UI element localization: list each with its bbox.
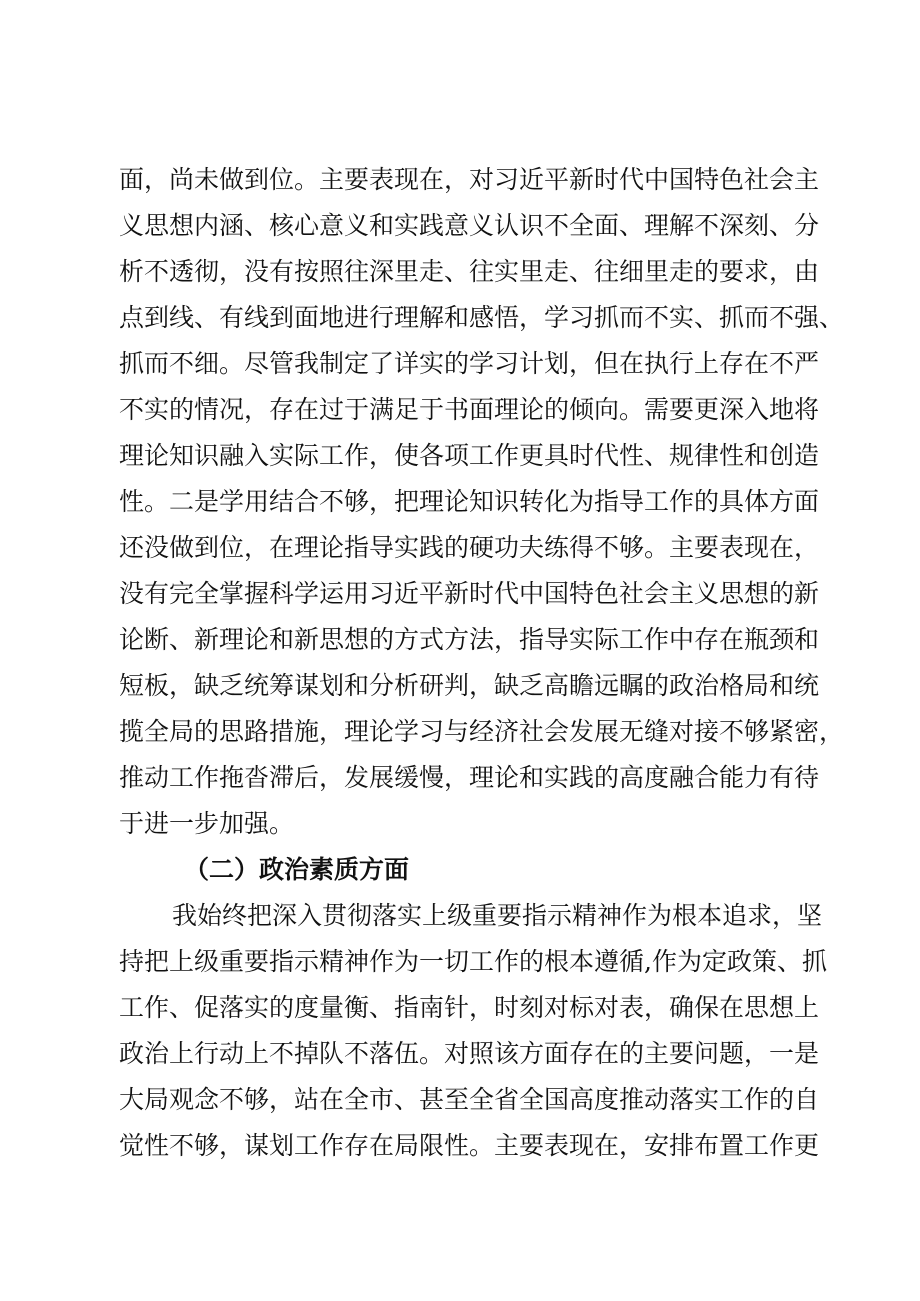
text-line: 论断、新理论和新思想的方式方法，指导实际工作中存在瓶颈和	[119, 625, 820, 654]
text-line: 持把上级重要指示精神作为一切工作的根本遵循,作为定政策、抓	[119, 947, 827, 976]
text-line: 还没做到位，在理论指导实践的硬功夫练得不够。主要表现在，	[119, 533, 820, 562]
text-line: 揽全局的思路措施，理论学习与经济社会发展无缝对接不够紧密，	[119, 717, 845, 746]
text-line: 大局观念不够，站在全市、甚至全省全国高度推动落实工作的自	[119, 1085, 820, 1114]
text-line: 面，尚未做到位。主要表现在，对习近平新时代中国特色社会主	[119, 165, 820, 194]
text-line: 抓而不细。尽管我制定了详实的学习计划，但在执行上存在不严	[119, 349, 820, 378]
text-line: 工作、促落实的度量衡、指南针，时刻对标对表，确保在思想上	[119, 993, 820, 1022]
text-line: 推动工作拖沓滞后，发展缓慢，理论和实践的高度融合能力有待	[119, 763, 820, 792]
text-line: 理论知识融入实际工作，使各项工作更具时代性、规律性和创造	[119, 441, 820, 470]
text-line: 析不透彻，没有按照往深里走、往实里走、往细里走的要求，由	[119, 257, 820, 286]
text-line: 没有完全掌握科学运用习近平新时代中国特色社会主义思想的新	[119, 579, 820, 608]
text-line: 点到线、有线到面地进行理解和感悟，学习抓而不实、抓而不强、	[119, 303, 845, 332]
section-heading: （二）政治素质方面	[184, 855, 410, 884]
text-line: 短板，缺乏统筹谋划和分析研判，缺乏高瞻远瞩的政治格局和统	[119, 671, 820, 700]
text-line: 于进一步加强。	[119, 809, 295, 838]
text-line: 义思想内涵、核心意义和实践意义认识不全面、理解不深刻、分	[119, 211, 820, 240]
text-line: 我始终把深入贯彻落实上级重要指示精神作为根本追求，坚	[172, 901, 823, 930]
text-line: 不实的情况，存在过于满足于书面理论的倾向。需要更深入地将	[119, 395, 820, 424]
text-line: 觉性不够，谋划工作存在局限性。主要表现在，安排布置工作更	[119, 1131, 820, 1160]
text-line: 政治上行动上不掉队不落伍。对照该方面存在的主要问题，一是	[119, 1039, 820, 1068]
text-line: 性。二是学用结合不够，把理论知识转化为指导工作的具体方面	[119, 487, 820, 516]
